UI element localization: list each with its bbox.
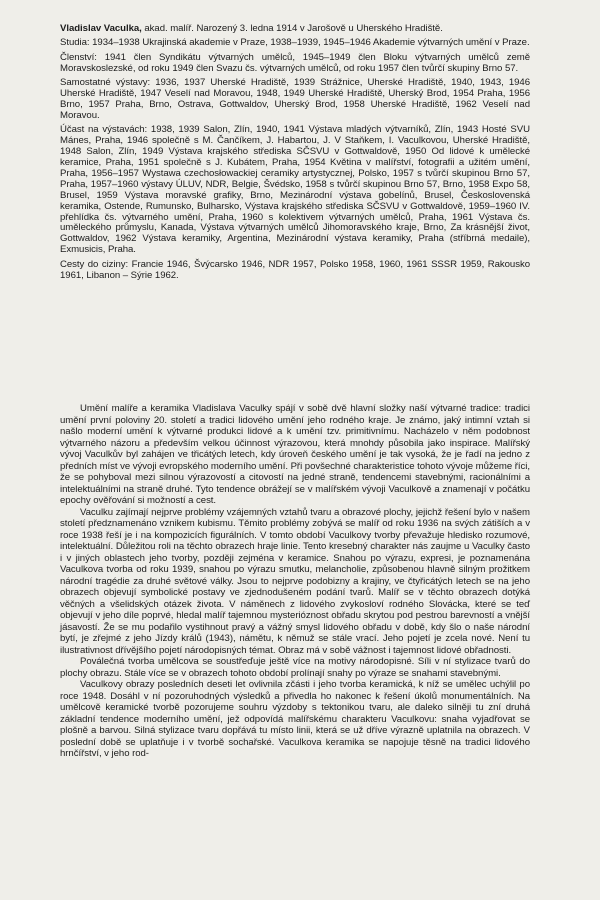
essay-section — [60, 403, 530, 760]
bio-travels: Cesty do ciziny: Francie 1946, Švýcarsko 1946, NDR 1957, Polsko 1958, 1960, 1961 SSSR 1959, Rakousko 1961, Libanon – Sýrie 1962. — [60, 258, 530, 281]
bio-intro — [60, 24, 530, 35]
bio-studies: Studia: 1934–1938 Ukrajinská akademie v Praze, 1938–1939, 1945–1946 Akademie výtvarných umění v Praze. — [60, 37, 530, 49]
biography-section — [60, 24, 530, 285]
bio-group-exhibitions: Účast na výstavách: 1938, 1939 Salon, Zlín, 1940, 1941 Výstava mladých výtvarníků, Zlín, 1943 Hosté SVU Mánes, Praha, 1946 společně s M. Čančíkem, J. Habartou, J. V Staňkem, I. Vaculkovou, Uherské Hradiště, 1948 Salon, Zlín, 1949 Výstava krajského střediska SČSVU v Gottwaldově, 1950 Od lidové k umělecké keramice, Praha, 1951 společně s J. Kubátem, Praha, 1954 Květina v malířství, fotografii a užitém umění, Praha, 1956–1957 Wystawa czechosłowackiej ceramiky artystycznej, Polsko, 1957 s tvůrčí skupinou Brno 57, Praha, 1957–1960 výstavy ÚLUV, NDR, Belgie, Švédsko, 1958 s tvůrčí skupinou Brno 57, Brno, 1958 Expo 58, Brusel, 1959 Výstava moravské grafiky, Brno, Mezinárodní výstava gobelínů, Brusel, Československá keramika, Ostende, Rumunsko, Bulharsko, Výstava krajského střediska SČSVU v Gottwaldově, 1959–1960 IV. přehlídka čs. výtvarného umění, Praha, 1960 s kolektivem výtvarných umělců, Praha, 1961 Výstava čs. uměleckého průmyslu, Kanada, Výstava výtvarných umělců Jihomoravského kraje, Brno, Za krásnější život, Gottwaldov, 1962 Výstava keramiky, Argentina, Mezinárodní výstava keramiky, Praha (stříbrná medaile), Exmusicis, Praha. — [60, 124, 530, 256]
birth-info: akad. malíř. Narozený 3. ledna 1914 v Jarošově u Uherského Hradiště. — [141, 23, 443, 34]
essay-paragraph: Poválečná tvorba umělcova se soustřeďuje ještě více na motivy národopisné. Síli v ní stylizace tvarů do plochy obrazu. Stále více se v obrazech tohoto období prolínají snahy po výraze se snahami stavebnými. — [60, 656, 530, 679]
bio-solo-exhibitions: Samostatné výstavy: 1936, 1937 Uherské Hradiště, 1939 Strážnice, Uherské Hradiště, 1940, 1943, 1946 Uherské Hradiště, 1947 Veselí nad Moravou, 1948, 1949 Uherské Hradiště, Uherský Brod, 1954 Praha, 1956 Brno, 1957 Praha, Brno, Ostrava, Gottwaldov, Uherský Brod, 1958 Uherské Hradiště, 1962 Veselí nad Moravou. — [60, 77, 530, 121]
bio-membership: Členství: 1941 člen Syndikátu výtvarných umělců, 1945–1949 člen Bloku výtvarných umělců země Moravskoslezské, od roku 1949 člen Svazu čs. výtvarných umělců, od roku 1957 člen tvůrčí skupiny Brno 57. — [60, 51, 530, 74]
artist-name: Vladislav Vaculka, — [60, 23, 142, 34]
essay-paragraph: Vaculku zajímají nejprve problémy vzájemných vztahů tvaru a obrazové plochy, jejichž řešení bylo v našem století předznamenáno vznikem kubismu. Těmito problémy zobývá se malíř od roku 1936 na svých zátiších a v roce 1938 řeší je i na kompozicích figurálních. V tomto období Vaculkovy tvorby převažuje hledisko rozumové, intelektuální. Důležitou roli na těchto obrazech hraje linie. Tento kresebný charakter nás zaujme u Vaculky často i v jiných oblastech jeho tvorby, později zejména v keramice. Snahou po výrazu, expresi, je poznamenána Vaculkova tvorba od roku 1939, snahou po výrazu smutku, melancholie, způsobenou hlavně silným prožitkem národní tragédie za druhé světové války. Jsou to nejprve podobizny a krajiny, ve čtyřicátých letech se na jeho obrazech objevují symbolické postavy ve zjednodušeném podání tvarů. Malíř se v těchto obrazech dotýká věčných a všelidských otázek života. V náměnech z lidového zvykosloví rodného Slovácka, které se teď objevují v jeho díle poprvé, hledal malíř tajemnou mysterióznost obřadu skrytou pod pestrou barevností a vnější jásavostí. Že se mu podařilo vystihnout pravý a vážný smysl lidového obřadu v době, kdy šlo o naše národní bytí, je zřejmé z jeho Jízdy králů (1943), námětu, k němuž se stále vrací. Jeho pojetí je zcela nové. Není tu ilustrativnost dřívějšího pojetí národopisných témat. Obraz má v sobě vážnost i tajemnost lidové obřadnosti. — [60, 506, 530, 656]
essay-paragraph: Umění malíře a keramika Vladislava Vaculky spájí v sobě dvě hlavní složky naší výtvarné tradice: tradici umění první poloviny 20. století a tradici lidového umění jeho rodného kraje. Je známo, jaký intimní vztah si našlo moderní umění k výtvarné produkci lidové a k umění tzv. primitivnímu. Nacházelo v něm podobnost výtvarného názoru a především velkou účinnost výrazovou, která mnohdy působila jako inspirace. Malířský vývoj Vaculkův byl zahájen ve třicátých letech, kdy úroveň českého umění je tak vysoká, že je řadí na jedno z předních míst ve vývoji evropského moderního umění. Při povšechné charakteristice tohoto vývoje můžeme říci, že se pohyboval mezi silnou výrazovostí a citovostí na jedné straně, tendencemi stavebnými, racionálními a intelektuálními na straně druhé. Tyto tendence obrážejí se v malířském vývoji Vaculkově a znamenají v počátku epochy ověřování si možností a cest. — [60, 403, 530, 506]
essay-paragraph: Vaculkovy obrazy posledních deseti let ovlivnila zčásti i jeho tvorba keramická, k níž se umělec uchýlil po roce 1948. Dosáhl v ní pozoruhodných výsledků a přivedla ho nakonec k řešení úkolů monumentálních. Na umělcově keramické tvorbě pozorujeme souhru výzdoby s tektonikou tvaru, ale daleko silněji tu zní druhá základní tendence moderního umění, jež odpovídá malířskému charakteru Vaculkovu: snaha vyjadřovat se plošně a barvou. Silná stylizace tvaru dopřává tu místo linii, která se už dříve výrazně uplatnila na obrazech. V poslední době se uplatňuje i v tvorbě sochařské. Vaculkova keramika se napojuje těsně na tradici lidového hrnčířství, v jeho rod- — [60, 679, 530, 759]
